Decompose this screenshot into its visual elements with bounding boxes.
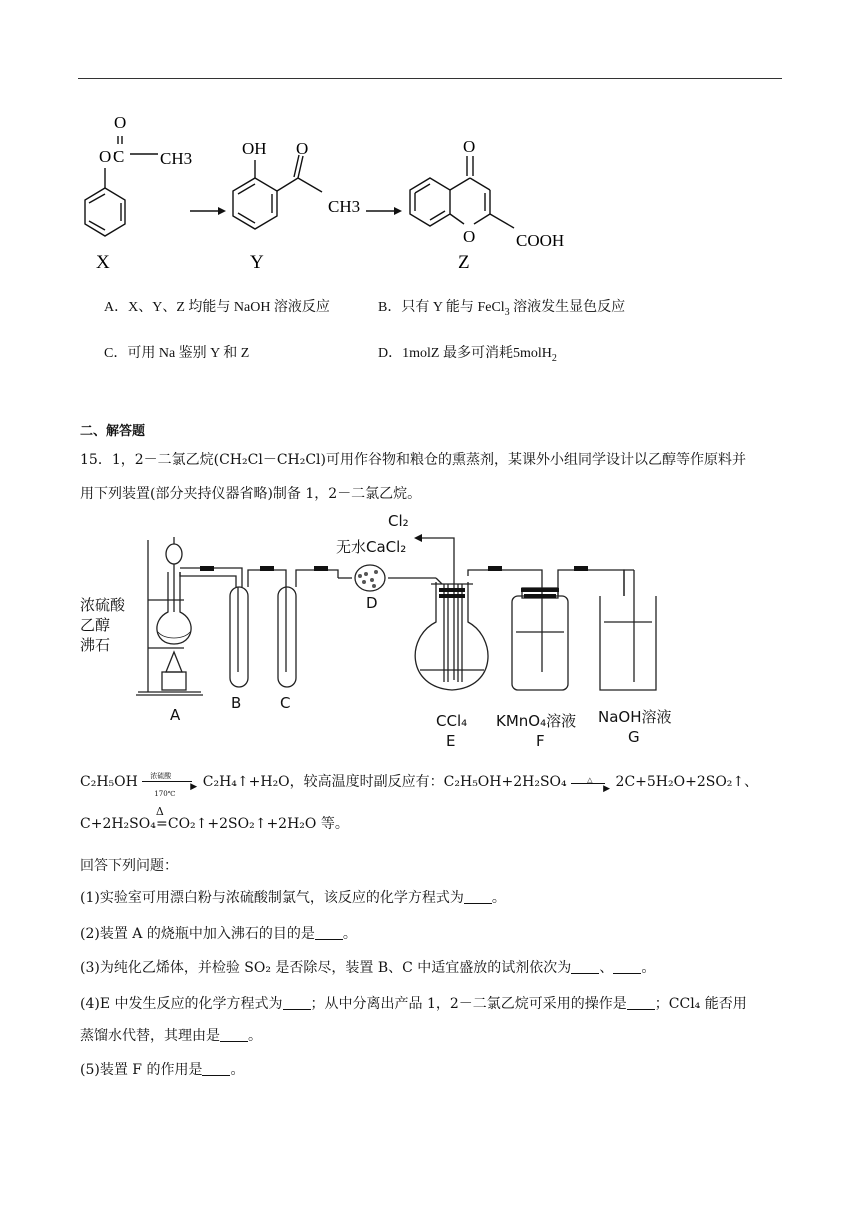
section-heading: 二、解答题 (80, 424, 146, 439)
reaction-line-2: C+2H₂SO₄ Δ =CO₂↑+2SO₂↑+2H₂O 等。 (80, 805, 349, 832)
z-atom-o-top: O (463, 137, 476, 156)
y-atom-oh: OH (242, 139, 267, 158)
z-atom-cooh: COOH (516, 231, 565, 250)
questions-intro: 回答下列问题： (80, 858, 178, 874)
q15-line1: 15．1，2－二氯乙烷(CH₂Cl－CH₂Cl)可用作谷物和粮仓的熏蒸剂，某课外小组同学设计以乙醇等作原料并 (80, 452, 746, 468)
apparatus-label-ethanol: 乙醇 (80, 616, 111, 634)
option-c: C．可用 Na 鉴别 Y 和 Z (104, 346, 250, 361)
x-atom-o-top: O (114, 113, 127, 132)
question-4-line2: 蒸馏水代替，其理由是 。 (80, 1028, 262, 1044)
q15-line2: 用下列装置(部分夹持仪器省略)制备 1，2－二氯乙烷。 (80, 486, 422, 502)
apparatus-label-naoh: NaOH溶液 (598, 708, 672, 726)
y-atom-ch3: CH3 (328, 197, 361, 216)
option-a: A．X、Y、Z 均能与 NaOH 溶液反应 (104, 300, 330, 315)
apparatus-label-kmno4: KMnO₄溶液 (496, 712, 577, 730)
question-1: (1)实验室可用漂白粉与浓硫酸制氯气，该反应的化学方程式为 。 (80, 890, 506, 906)
question-2: (2)装置 A 的烧瓶中加入沸石的目的是 。 (80, 926, 357, 942)
y-atom-o: O (296, 139, 309, 158)
apparatus-label-cacl2: 无水CaCl₂ (336, 538, 407, 556)
reaction-scheme (70, 108, 590, 278)
apparatus-label-a: A (170, 706, 181, 724)
apparatus-label-b: B (231, 694, 242, 712)
header-rule (78, 78, 782, 79)
apparatus-label-e: E (446, 732, 456, 750)
label-y: Y (250, 252, 264, 273)
apparatus-label-cl2: Cl₂ (388, 512, 409, 530)
y-benzene-ring (233, 178, 277, 229)
question-5: (5)装置 F 的作用是 。 (80, 1062, 245, 1078)
x-atom-c: C (113, 147, 125, 166)
x-atom-o-ring: O (99, 147, 112, 166)
reaction-line-1: C₂H₅OH 浓硫酸 ▶ 170℃ C₂H₄↑+H₂O，较高温度时副反应有：C₂H₅OH+2H₂SO₄ △ ▶ 2C+5H₂O+2SO₂↑、 (80, 772, 759, 798)
option-d: D．1molZ 最多可消耗5molH$_2$ (378, 346, 557, 364)
apparatus-label-f: F (536, 732, 545, 750)
apparatus-label-h2so4: 浓硫酸 (80, 596, 126, 614)
z-benzene-ring (410, 178, 450, 226)
option-b: B．只有 Y 能与 FeCl$_3$ 溶液发生显色反应 (378, 300, 626, 318)
x-atom-ch3: CH3 (160, 149, 193, 168)
question-4-line1: (4)E 中发生反应的化学方程式为 ；从中分离出产品 1，2－二氯乙烷可采用的操作是 ；CCl₄ 能否用 (80, 996, 747, 1012)
label-x: X (96, 252, 110, 273)
apparatus-label-g: G (628, 728, 640, 746)
z-atom-o-ring: O (463, 227, 476, 246)
apparatus-diagram (76, 512, 686, 752)
apparatus-label-d: D (366, 594, 378, 612)
apparatus-label-boiling-stone: 沸石 (80, 636, 111, 654)
question-3: (3)为纯化乙烯体，并检验 SO₂ 是否除尽，装置 B、C 中适宜盛放的试剂依次为 、 。 (80, 960, 656, 976)
label-z: Z (458, 252, 470, 273)
apparatus-label-ccl4: CCl₄ (436, 712, 468, 730)
apparatus-label-c: C (280, 694, 291, 712)
x-benzene-ring (85, 188, 125, 236)
